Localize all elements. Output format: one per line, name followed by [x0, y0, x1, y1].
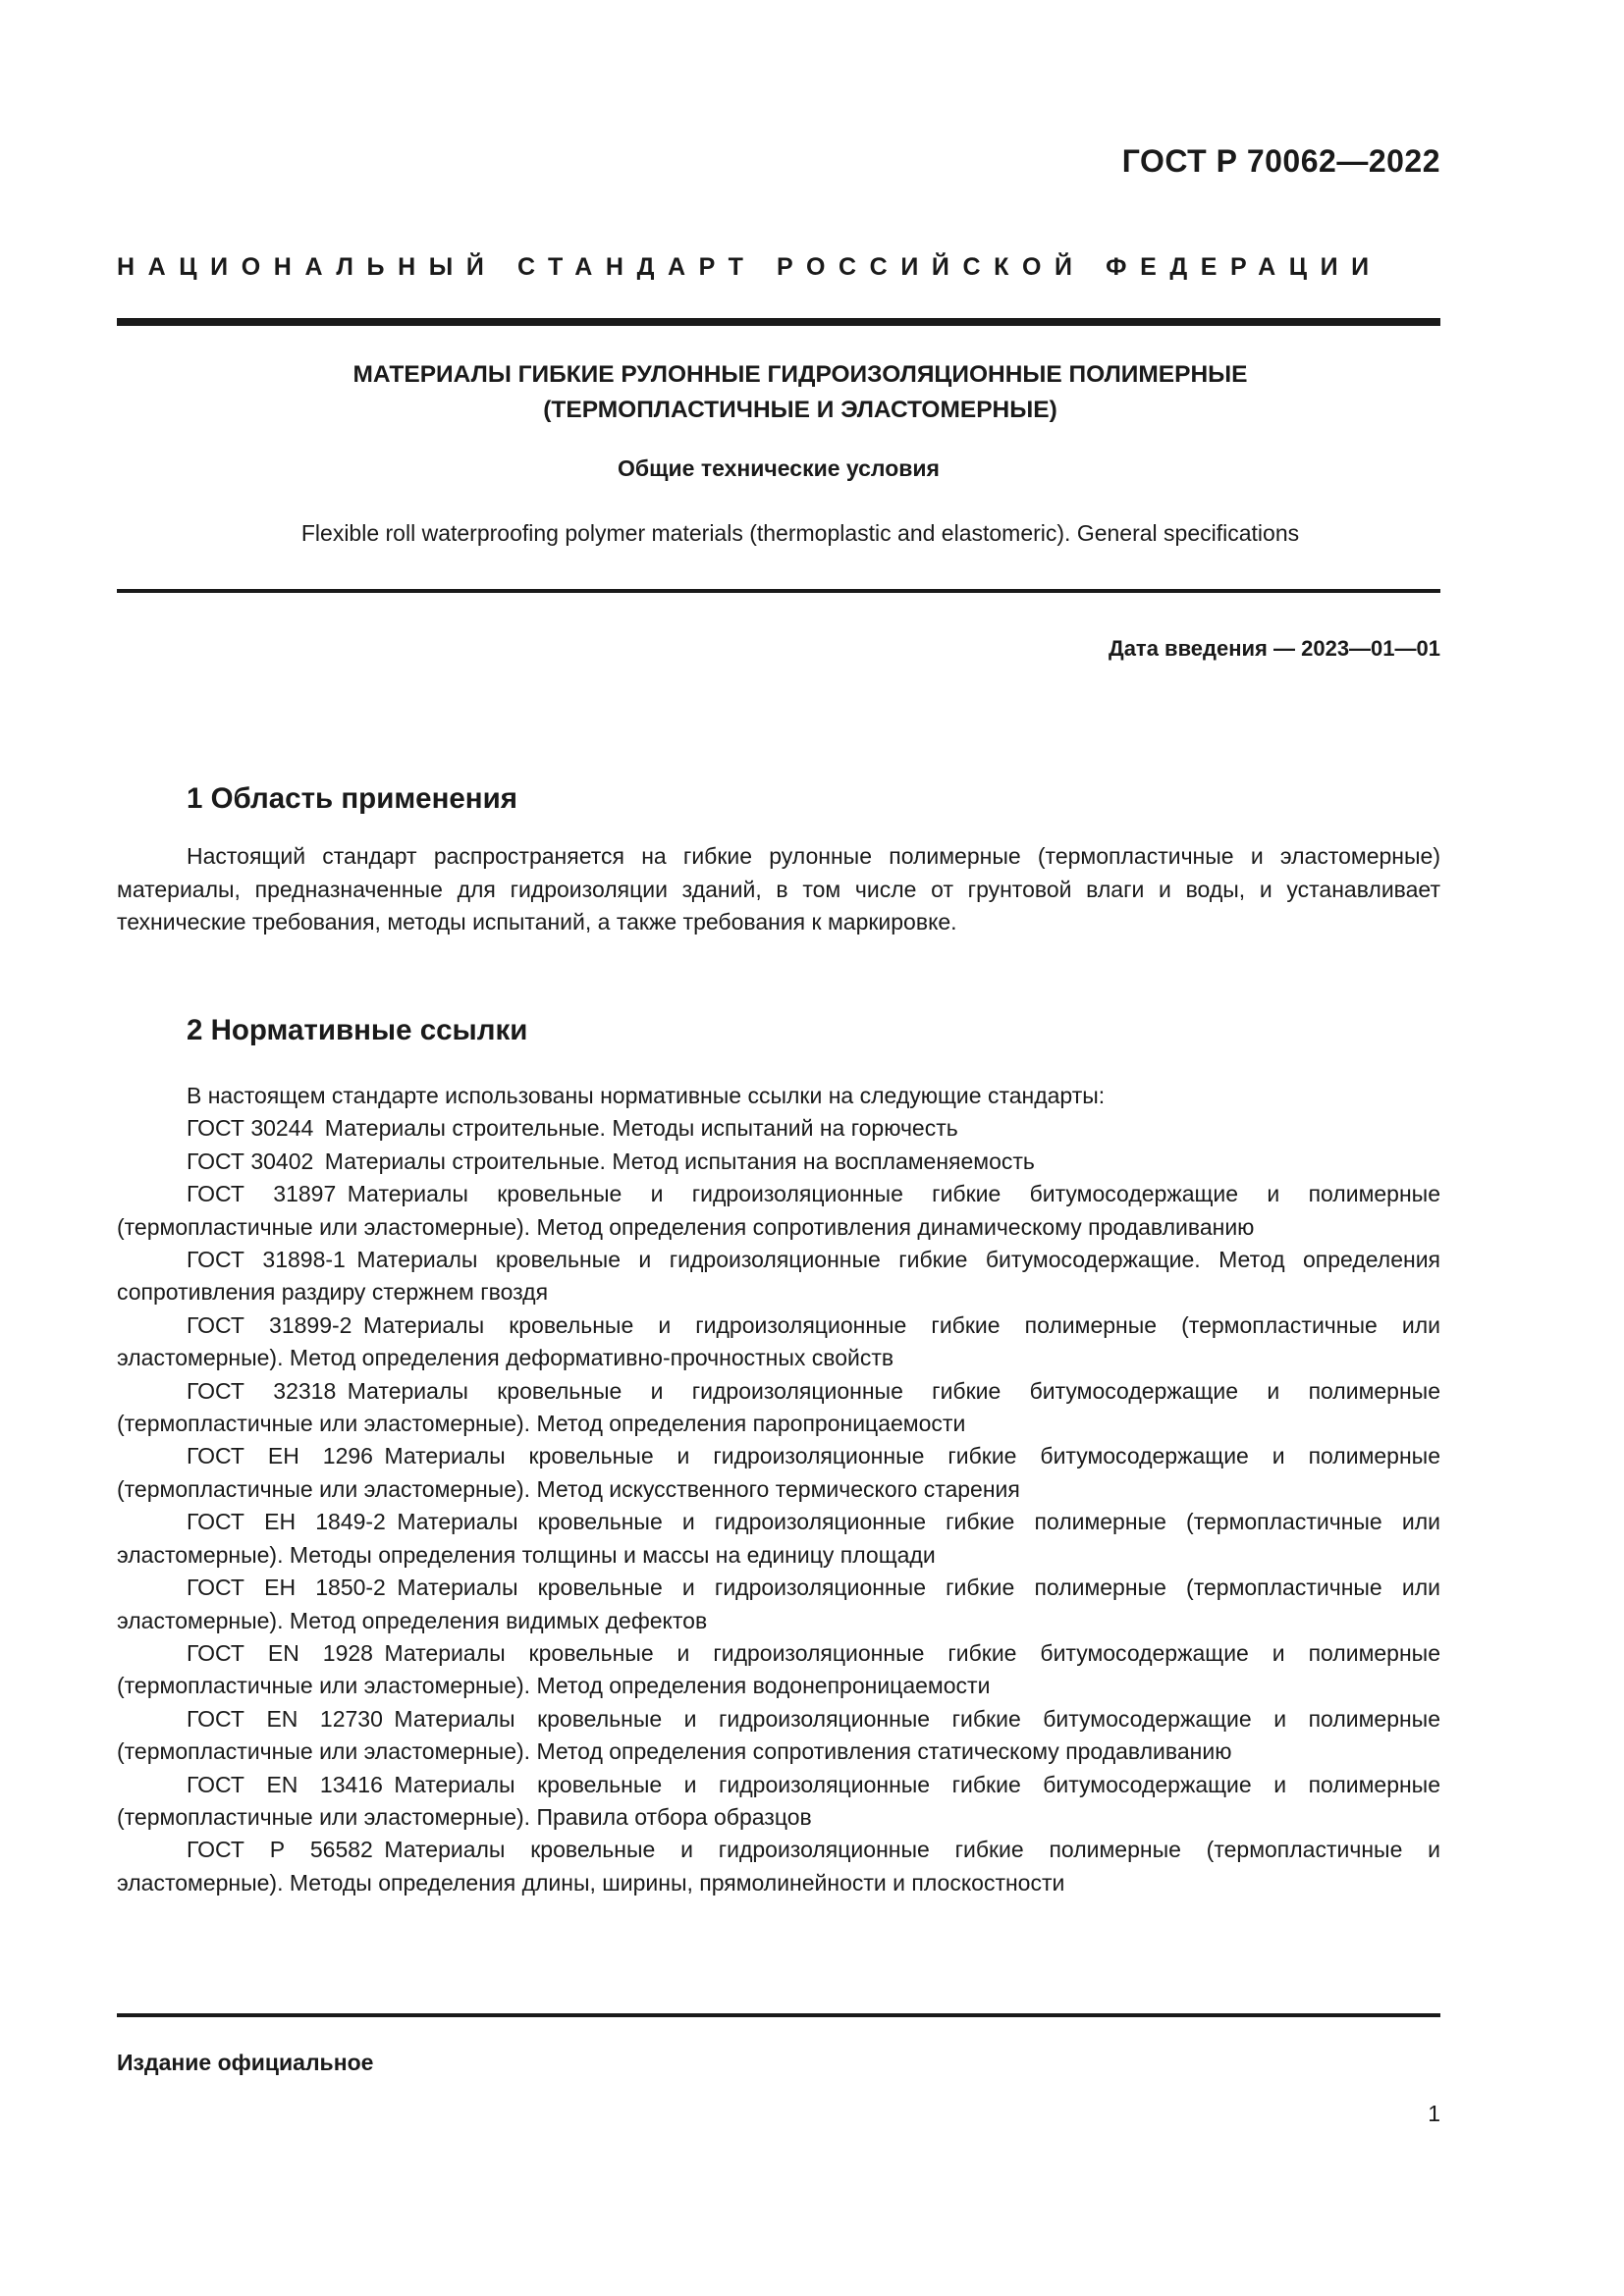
reference-code: ГОСТ Р 56582	[187, 1837, 373, 1863]
reference-item	[117, 1146, 1440, 1178]
reference-code: ГОСТ 31898-1	[187, 1247, 346, 1273]
footer-rule	[117, 2013, 1440, 2017]
reference-item	[117, 1703, 1440, 1769]
title-line-1: МАТЕРИАЛЫ ГИБКИЕ РУЛОННЫЕ ГИДРОИЗОЛЯЦИОННЫЕ ПОЛИМЕРНЫЕ	[352, 361, 1248, 388]
section-1-text: Настоящий стандарт распространяется на гибкие рулонные полимерные (термопластичные и эластомерные) материалы, предназначенные для гидроизоляции зданий, в том числе от грунтовой влаги и воды, и устанавливает технические требования, методы испытаний, а также требования к маркировке.	[117, 843, 1440, 935]
document-title	[117, 357, 1484, 428]
reference-code: ГОСТ ЕН 1850-2	[187, 1575, 386, 1601]
reference-code: ГОСТ ЕН 1296	[187, 1443, 373, 1469]
reference-item	[117, 1112, 1440, 1145]
reference-title: Материалы кровельные и гидроизоляционные гибкие битумосодержащие и полимерные (термопластичные или эластомерные). Метод искусственного термического старения	[117, 1443, 1440, 1502]
reference-title: Материалы строительные. Метод испытания на воспламеняемость	[324, 1148, 1035, 1174]
reference-code: ГОСТ 31897	[187, 1181, 337, 1207]
reference-title: Материалы кровельные и гидроизоляционные гибкие полимерные (термопластичные или эластомерные). Метод определения деформативно-прочностных свойств	[117, 1311, 1441, 1371]
reference-code: ГОСТ EN 1928	[187, 1639, 373, 1666]
reference-item	[117, 1506, 1440, 1572]
reference-item	[117, 1309, 1440, 1375]
reference-title: Материалы кровельные и гидроизоляционные гибкие битумосодержащие и полимерные (термопластичные или эластомерные). Метод определения паропроницаемости	[117, 1377, 1440, 1437]
reference-item	[117, 1178, 1440, 1244]
reference-title: Материалы кровельные и гидроизоляционные гибкие битумосодержащие и полимерные (термопластичные или эластомерные). Метод определения водонепроницаемости	[117, 1639, 1440, 1699]
reference-code: ГОСТ ЕН 1849-2	[187, 1509, 386, 1535]
section-2-heading: 2 Нормативные ссылки	[187, 1014, 528, 1046]
reference-title: Материалы кровельные и гидроизоляционные гибкие битумосодержащие и полимерные (термопластичные или эластомерные). Метод определения сопротивления статическому продавливанию	[117, 1705, 1441, 1765]
reference-code: ГОСТ 31899-2	[187, 1311, 352, 1338]
reference-item	[117, 1375, 1440, 1441]
page-number: 1	[1428, 2101, 1440, 2126]
reference-title: Материалы кровельные и гидроизоляционные гибкие битумосодержащие и полимерные (термопластичные или эластомерные). Метод определения сопротивления динамическому продавливанию	[117, 1181, 1440, 1240]
introduction-date: Дата введения — 2023—01—01	[1109, 636, 1440, 661]
national-standard-banner: НАЦИОНАЛЬНЫЙ СТАНДАРТ РОССИЙСКОЙ ФЕДЕРАЦИИ	[117, 253, 1382, 281]
reference-code: ГОСТ EN 13416	[187, 1771, 383, 1797]
reference-title: Материалы кровельные и гидроизоляционные гибкие битумосодержащие и полимерные (термопластичные или эластомерные). Правила отбора образцов	[117, 1771, 1441, 1830]
reference-title: Материалы кровельные и гидроизоляционные гибкие полимерные (термопластичные или эластомерные). Метод определения видимых дефектов	[117, 1575, 1441, 1633]
reference-item	[117, 1244, 1440, 1309]
header-rule	[117, 318, 1440, 326]
title-line-2: (ТЕРМОПЛАСТИЧНЫЕ И ЭЛАСТОМЕРНЫЕ)	[543, 397, 1057, 423]
english-title: Flexible roll waterproofing polymer materials (thermoplastic and elastomeric). General specifications	[300, 520, 1300, 546]
reference-item	[117, 1834, 1440, 1899]
reference-title: Материалы кровельные и гидроизоляционные гибкие битумосодержащие. Метод определения сопротивления раздиру стержнем гвоздя	[117, 1247, 1440, 1306]
document-number: ГОСТ Р 70062—2022	[1121, 143, 1440, 179]
references-intro: В настоящем стандарте использованы нормативные ссылки на следующие стандарты:	[187, 1083, 1106, 1108]
reference-title: Материалы строительные. Методы испытаний на горючесть	[324, 1115, 958, 1142]
title-rule	[117, 589, 1440, 593]
official-edition-label: Издание официальное	[117, 2050, 374, 2075]
reference-title: Материалы кровельные и гидроизоляционные гибкие полимерные (термопластичные и эластомерные). Методы определения длины, ширины, прямолинейности и плоскостности	[117, 1837, 1440, 1896]
reference-code: ГОСТ EN 12730	[187, 1705, 383, 1732]
section-1-heading: 1 Область применения	[187, 782, 517, 815]
reference-item	[117, 1572, 1440, 1637]
reference-title: Материалы кровельные и гидроизоляционные гибкие полимерные (термопластичные или эластомерные). Методы определения толщины и массы на единицу площади	[117, 1509, 1441, 1568]
reference-item	[117, 1637, 1440, 1703]
reference-item	[117, 1769, 1440, 1835]
reference-item	[117, 1440, 1440, 1506]
reference-code: ГОСТ 32318	[187, 1377, 337, 1404]
normative-references-list	[117, 1080, 1440, 1899]
reference-code: ГОСТ 30244	[187, 1115, 314, 1142]
reference-code: ГОСТ 30402	[187, 1148, 314, 1174]
document-subtitle: Общие технические условия	[618, 455, 940, 481]
